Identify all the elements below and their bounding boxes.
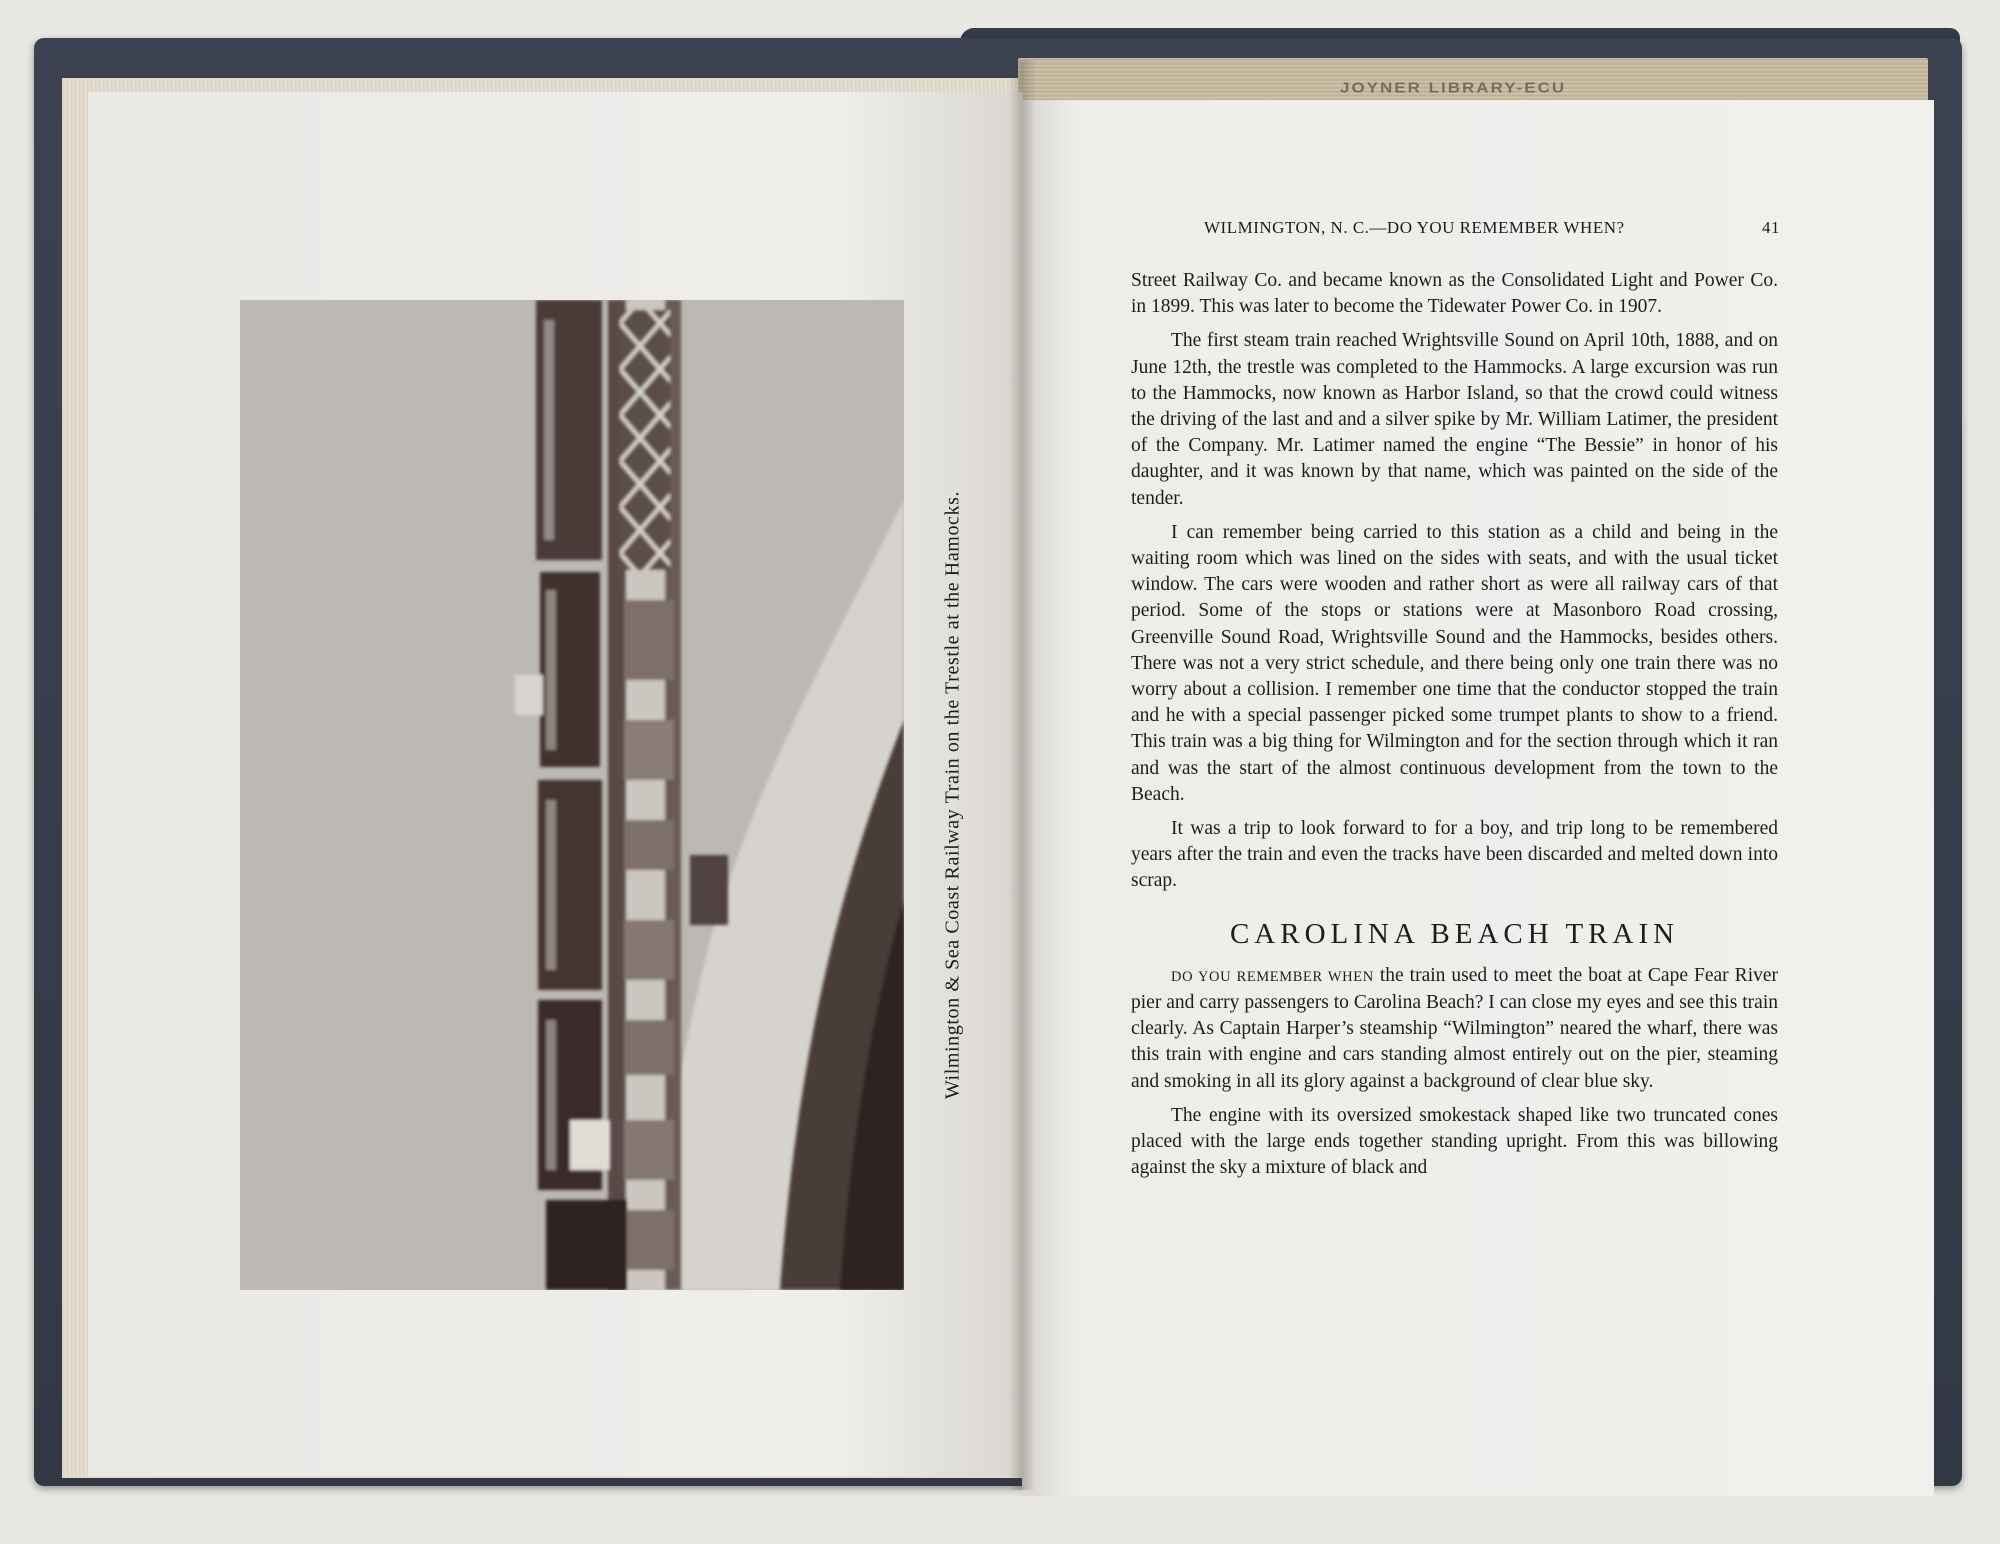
lead-smallcaps: DO YOU REMEMBER WHEN	[1171, 968, 1374, 985]
paragraph	[1131, 963, 1778, 1095]
body-text	[1131, 268, 1778, 1190]
paragraph: Street Railway Co. and became known as the Consolidated Light and Power Co. in 1899. This was later to become the Tidewater Power Co. in 1907.	[1131, 270, 1778, 318]
paragraph-text: the train used to meet the boat at Cape Fear River pier and carry passengers to Carolina Beach? I can close my eyes and see this train clearly. As Captain Harper’s steamship “Wilmington” neared the wharf, there was this train with engine and cars standing almost entirely out on the pier, steaming and smoking in all its glory against a background of clear blue sky.	[1131, 964, 1779, 1092]
book-gutter	[1008, 60, 1036, 1490]
photo-caption-text: Wilmington & Sea Coast Railway Train on the Trestle at the Hamocks.	[941, 490, 964, 1100]
paragraph: It was a trip to look forward to for a boy, and trip long to be remembered years after the train and even the tracks have been discarded and melted down into scrap.	[1131, 818, 1778, 892]
running-head-title: WILMINGTON, N. C.—DO YOU REMEMBER WHEN?	[1204, 218, 1625, 237]
section-heading: CAROLINA BEACH TRAIN	[1229, 917, 1680, 950]
paragraph: The engine with its oversized smokestack shaped like two truncated cones placed with the large ends together standing upright. From this was billowing against the sky a mixture of black and	[1131, 1104, 1778, 1179]
paragraph: I can remember being carried to this station as a child and being in the waiting room which was lined on the sides with seats, and with the usual ticket window. The cars were wooden and rather short as were all railway cars of that period. Some of the stops or stations were at Masonboro Road crossing, Greenville Sound Road, Wrightsville Sound and the Hammocks, besides others. There was not a very strict schedule, and there being only one train there was no worry about a collision. I remember one time that the conductor stopped the train and he with a special passenger picked some trumpet plants to show to a friend. This train was a big thing for Wilmington and for the section through which it ran and was the start of the almost continuous development from the town to the Beach.	[1131, 521, 1778, 805]
trestle-train-photo	[240, 300, 904, 1290]
page-number: 41	[1762, 218, 1780, 237]
running-head	[1204, 218, 1780, 238]
library-stamp: JOYNER LIBRARY-ECU	[1340, 79, 1567, 96]
paragraph: The first steam train reached Wrightsville Sound on April 10th, 1888, and on June 12th, the trestle was completed to the Hammocks. A large excursion was run to the Hammocks, now known as Harbor Island, so that the crowd could witness the driving of the last and and a silver spike by Mr. William Latimer, the president of the Company. Mr. Latimer named the engine “The Bessie” in honor of his daughter, and it was known by that name, which was painted on the side of the tender.	[1131, 330, 1778, 509]
